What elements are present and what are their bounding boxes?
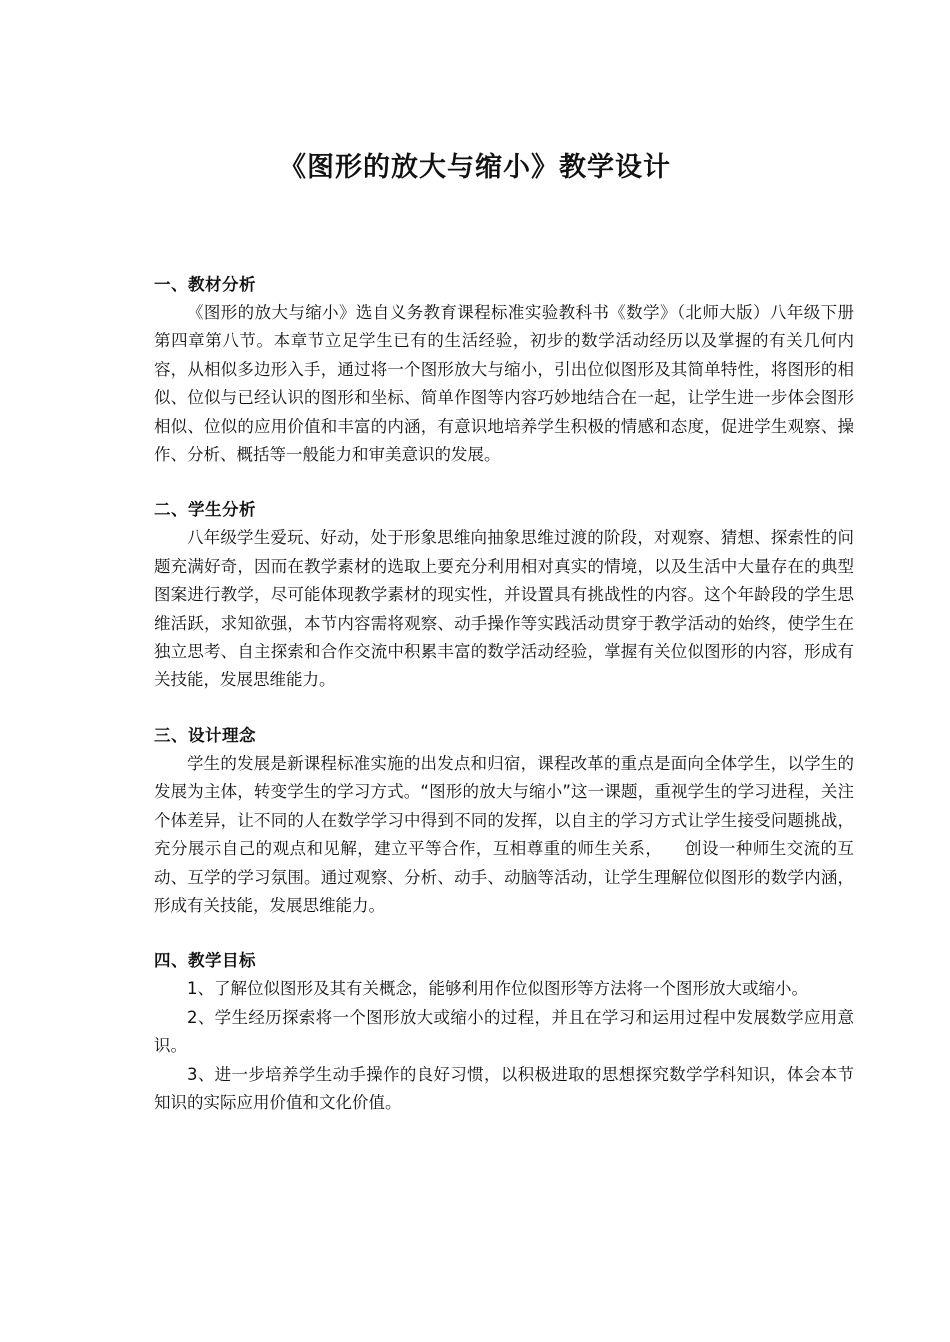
section-heading: 四、教学目标 (154, 951, 256, 971)
section-heading: 一、教材分析 (154, 275, 256, 294)
section-textbook-analysis (154, 271, 854, 469)
section-student-analysis (154, 496, 854, 694)
document-title: 《图形的放大与缩小》教学设计 (279, 152, 671, 183)
section-heading: 二、学生分析 (154, 500, 256, 520)
paragraph: 学生的发展是新课程标准实施的出发点和归宿，课程改革的重点是面向全体学生，以学生的发展为主体，转变学生的学习方式。“图形的放大与缩小”这一课题，重视学生的学习进程，关注个体差异，让不同的人在数学学习中得到不同的发挥，以自主的学习方式让学生接受问题挑战，充分展示自己的观点和见解，建立平等合作，互相尊重的师生关系， 创设一种师生交流的互动、互学的学习氛围。通过观察、分析、动手、动脑等活动，让学生理解位似图形的数学内涵，形成有关技能，发展思维能力。 (154, 753, 854, 915)
section-design-concept (154, 722, 854, 920)
paragraph: 《图形的放大与缩小》选自义务教育课程标准实验教科书《数学》（北师大版）八年级下册第四章第八节。本章节立足学生已有的生活经验，初步的数学活动经历以及掌握的有关几何内容，从相似多边形入手，通过将一个图形放大与缩小，引出位似图形及其简单特性，将图形的相似、位似与已经认识的图形和坐标、简单作图等内容巧妙地结合在一起，让学生进一步体会图形相似、位似的应用价值和丰富的内涵，有意识地培养学生积极的情感和态度，促进学生观察、操作、分析、概括等一般能力和审美意识的发展。 (154, 303, 854, 465)
objective-item: 1、了解位似图形及其有关概念，能够利用作位似图形等方法将一个图形放大或缩小。 (187, 979, 808, 999)
section-heading: 三、设计理念 (154, 725, 256, 745)
document-body (154, 271, 854, 1144)
objective-item: 3、进一步培养学生动手操作的良好习惯，以积极进取的思想探究数学学科知识，体会本节知识的实际应用价值和文化价值。 (154, 1064, 854, 1112)
paragraph: 八年级学生爱玩、好动，处于形象思维向抽象思维过渡的阶段，对观察、猜想、探索性的问题充满好奇，因而在教学素材的选取上要充分利用相对真实的情境，以及生活中大量存在的典型图案进行教学，尽可能体现教学素材的现实性，并设置具有挑战性的内容。这个年龄段的学生思维活跃，求知欲强，本节内容需将观察、动手操作等实践活动贯穿于教学活动的始终，使学生在独立思考、自主探索和合作交流中积累丰富的数学活动经验，掌握有关位似图形的内容，形成有关技能，发展思维能力。 (154, 528, 854, 690)
objective-item: 2、学生经历探索将一个图形放大或缩小的过程，并且在学习和运用过程中发展数学应用意识。 (154, 1007, 854, 1056)
section-teaching-objectives (154, 947, 854, 1117)
